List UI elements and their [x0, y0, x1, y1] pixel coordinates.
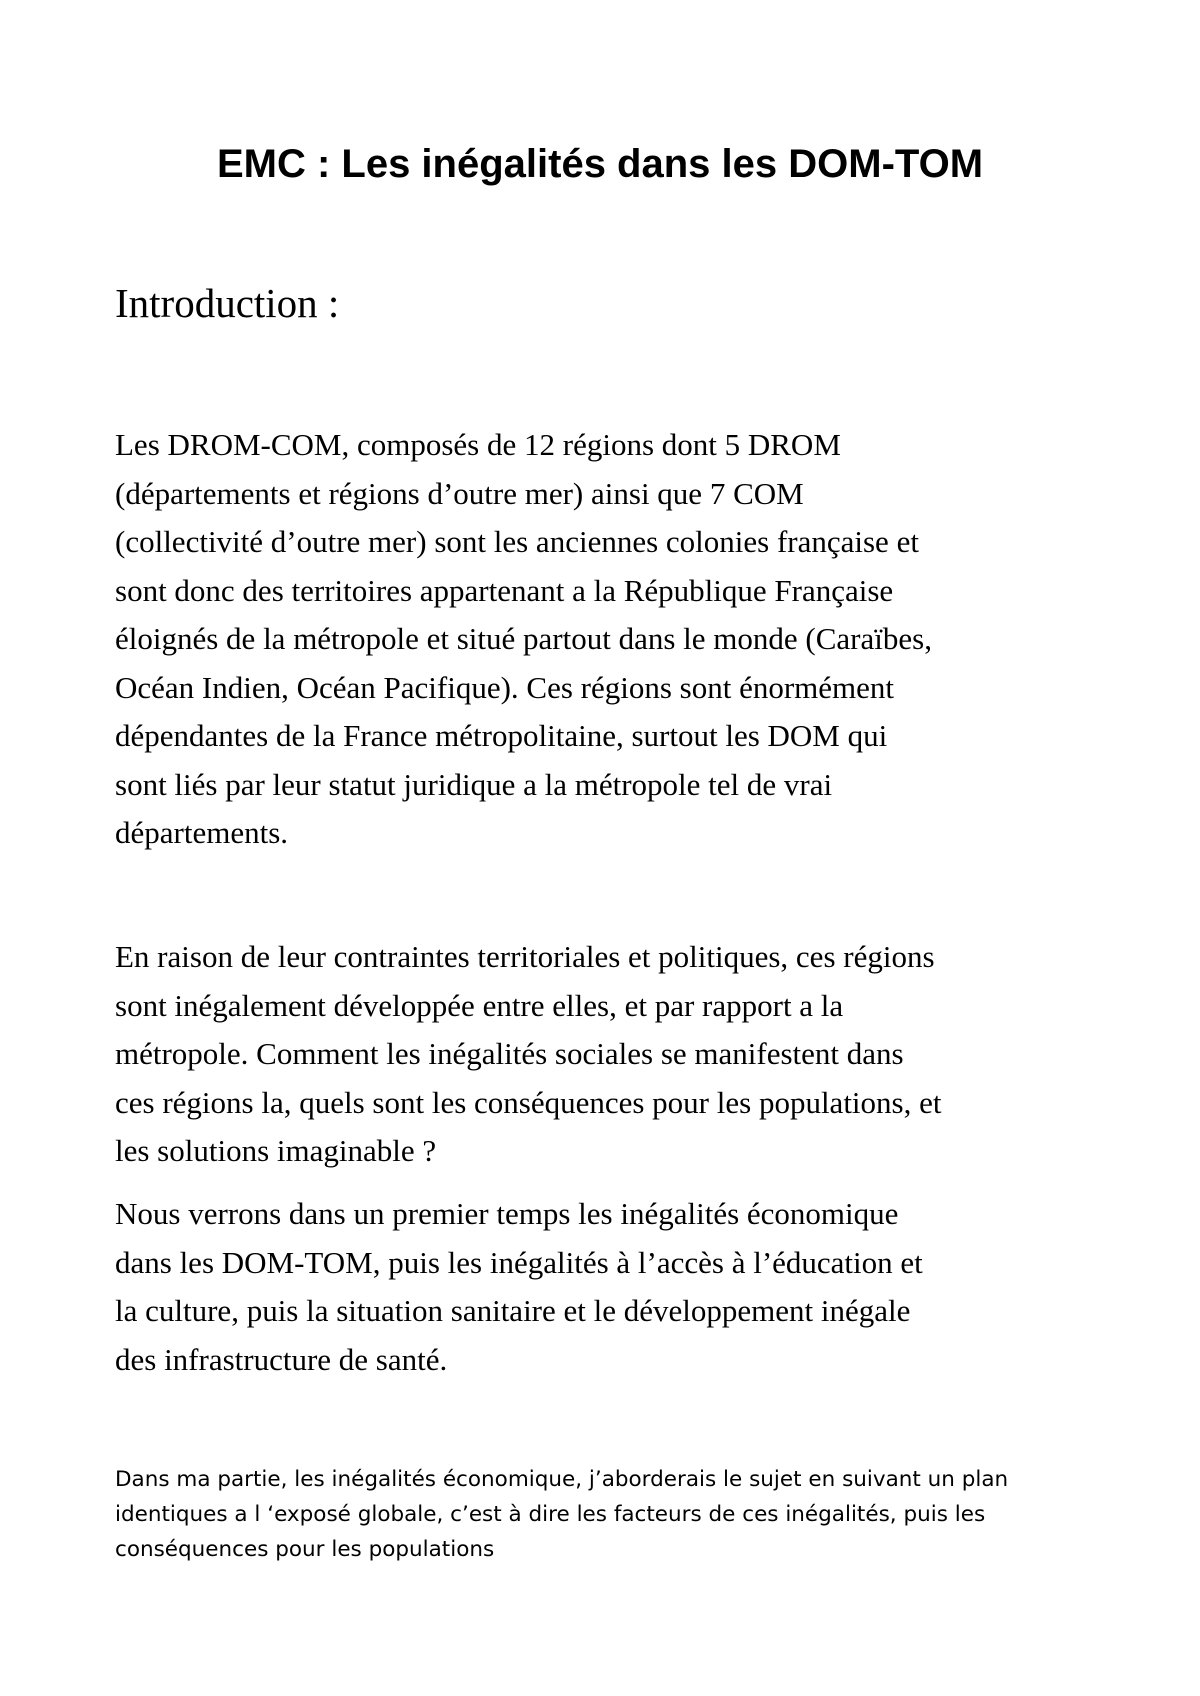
text-line: la culture, puis la situation sanitaire et le développement inégale	[115, 1293, 911, 1328]
document-title: EMC : Les inégalités dans les DOM-TOM	[216, 142, 984, 186]
text-line: les solutions imaginable ?	[115, 1133, 437, 1168]
text-line: éloignés de la métropole et situé partout dans le monde (Caraïbes,	[115, 621, 932, 656]
introduction-heading: Introduction :	[115, 280, 340, 326]
text-line: Les DROM-COM, composés de 12 régions dont 5 DROM	[115, 427, 841, 462]
text-line: Océan Indien, Océan Pacifique). Ces régions sont énormément	[115, 669, 895, 705]
text-line: métropole. Comment les inégalités sociales se manifestent dans	[115, 1036, 904, 1071]
text-line: (départements et régions d’outre mer) ainsi que 7 COM	[115, 475, 804, 511]
text-line: En raison de leur contraintes territoriales et politiques, ces régions	[115, 939, 935, 974]
text-line: identiques a l ‘exposé globale, c’est à dire les facteurs de ces inégalités, puis les	[115, 1502, 986, 1527]
text-line: conséquences pour les populations	[115, 1537, 495, 1562]
text-line: sont liés par leur statut juridique a la métropole tel de vrai	[115, 766, 833, 802]
introduction-paragraph-1	[115, 421, 1115, 858]
text-line: Nous verrons dans un premier temps les inégalités économique	[115, 1196, 899, 1231]
text-line: Dans ma partie, les inégalités économique, j’aborderais le sujet en suivant un plan	[115, 1467, 1009, 1492]
text-line: dans les DOM-TOM, puis les inégalités à l’accès à l’éducation et	[115, 1244, 923, 1280]
text-line: dépendantes de la France métropolitaine, surtout les DOM qui	[115, 718, 888, 753]
introduction-paragraph-3	[115, 1190, 1115, 1384]
personal-note-paragraph	[115, 1462, 1115, 1567]
text-line: ces régions la, quels sont les conséquences pour les populations, et	[115, 1084, 942, 1120]
text-line: sont donc des territoires appartenant a la République Française	[115, 572, 894, 608]
text-line: départements.	[115, 815, 289, 850]
text-line: sont inégalement développée entre elles, et par rapport a la	[115, 987, 844, 1023]
introduction-paragraph-2	[115, 933, 1115, 1176]
text-line: (collectivité d’outre mer) sont les anciennes colonies française et	[115, 524, 919, 559]
text-line: des infrastructure de santé.	[115, 1341, 448, 1377]
